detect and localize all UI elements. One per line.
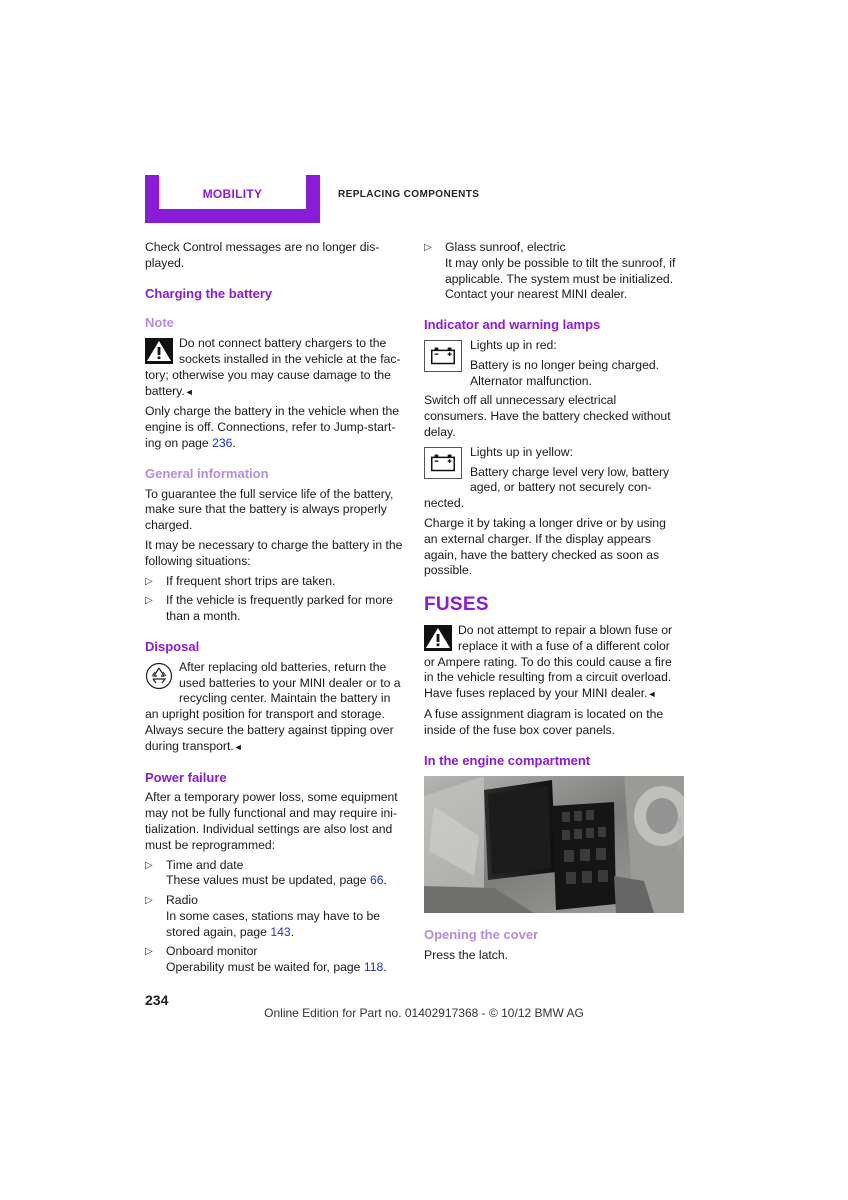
- page-link-66[interactable]: 66: [369, 873, 384, 888]
- disposal-block: [145, 660, 403, 756]
- fuses-warning-text: Do not attempt to repair a blown fuse or replace it with a fuse of a different color or Ampere rating. To do this could cause a fire in the vehicle resulting from a circuit overload. Have fuses replaced by your MINI dealer.: [424, 622, 673, 701]
- fuse-box-image: [424, 776, 684, 913]
- fuse-box-photo: [424, 776, 684, 913]
- page-link-236[interactable]: 236: [212, 435, 233, 450]
- only-charge-text: Only charge the battery in the vehicle when the engine is off. Connections, refer to Jump-start-ing on page 236.: [145, 404, 400, 450]
- page-link-118[interactable]: 118: [363, 960, 384, 975]
- list-item: ▷ If frequent short trips are taken.: [145, 574, 403, 590]
- yellow-lamp-block: [424, 445, 682, 512]
- page-number: 234: [145, 992, 169, 1008]
- footer-text: Online Edition for Part no. 01402917368 - © 10/12 BMW AG: [264, 1006, 584, 1020]
- note-text: Do not connect battery chargers to the sockets installed in the vehicle at the fac-tory; otherwise you may cause damage to the battery.: [145, 336, 401, 398]
- list-item: ▷ Onboard monitor Operability must be waited for, page 118.: [145, 944, 403, 976]
- red-lamp-block: [424, 338, 682, 389]
- warning-triangle-icon: [424, 625, 452, 651]
- list-item: ▷ Radio In some cases, stations may have to be stored again, page 143.: [145, 893, 403, 940]
- page-link-143[interactable]: 143: [270, 924, 291, 939]
- warning-triangle-icon: [145, 338, 173, 364]
- list-item: ▷ Time and date These values must be updated, page 66.: [145, 858, 403, 890]
- disposal-text: After replacing old batteries, return the used batteries to your MINI dealer or to a recycling center. Maintain the battery in an upright position for transport and storage. Always secure the battery against tipping over during transport.: [145, 659, 401, 753]
- fuses-heading: FUSES: [424, 594, 489, 616]
- yellow-after-text: Charge it by taking a longer drive or by using an external charger. If the display appears again, have the battery checked as soon as possible.: [424, 515, 666, 578]
- situations-list: [145, 574, 403, 625]
- general-p1: To guarantee the full service life of the battery, make sure that the battery is always properly charged.: [145, 486, 394, 533]
- header-section-label: REPLACING COMPONENTS: [338, 189, 480, 200]
- indicator-heading: Indicator and warning lamps: [424, 317, 601, 333]
- red-text: Battery is no longer being charged. Alternator malfunction.: [470, 357, 660, 388]
- battery-lamp-icon: [424, 340, 462, 372]
- right-column: [424, 240, 682, 968]
- recycle-icon: [145, 662, 173, 690]
- charging-heading: Charging the battery: [145, 285, 273, 301]
- power-failure-heading: Power failure: [145, 769, 227, 785]
- disposal-heading: Disposal: [145, 638, 200, 654]
- photo-id: W0301209A: [675, 817, 682, 851]
- list-item: ▷ Glass sunroof, electric It may only be possible to tilt the sunroof, if applicable. The system must be initialized. Contact your nearest MINI dealer.: [424, 240, 682, 303]
- fuse-diagram-text: A fuse assignment diagram is located on the inside of the fuse box cover panels.: [424, 706, 664, 737]
- power-items-list: [145, 858, 403, 977]
- opening-cover-heading: Opening the cover: [424, 927, 539, 943]
- note-warning: [145, 336, 403, 400]
- list-item: ▷ If the vehicle is frequently parked for more than a month.: [145, 593, 403, 625]
- end-mark: ◄: [184, 386, 194, 397]
- header-tab-label: MOBILITY: [202, 187, 263, 201]
- battery-lamp-icon: [424, 447, 462, 479]
- power-failure-text: After a temporary power loss, some equipment may not be fully functional and may require ini-tialization. Individual settings are also lost and must be reprogrammed:: [145, 790, 398, 852]
- general-p2: It may be necessary to charge the battery in the following situations:: [145, 537, 403, 568]
- note-heading: Note: [145, 315, 174, 331]
- red-title: Lights up in red:: [470, 337, 557, 352]
- end-mark: ◄: [647, 689, 657, 700]
- general-info-heading: General information: [145, 465, 269, 481]
- sunroof-list: [424, 240, 682, 303]
- fuses-warning: [424, 623, 682, 703]
- yellow-text: Battery charge level very low, battery aged, or battery not securely con-nected.: [424, 464, 670, 511]
- yellow-title: Lights up in yellow:: [470, 444, 573, 459]
- red-after-text: Switch off all unnecessary electrical consumers. Have the battery checked without delay.: [424, 393, 671, 439]
- opening-cover-text: Press the latch.: [424, 948, 508, 963]
- left-column: [145, 240, 403, 980]
- intro-text: Check Control messages are no longer dis-played.: [145, 240, 380, 270]
- engine-compartment-heading: In the engine compartment: [424, 752, 591, 768]
- end-mark: ◄: [233, 741, 243, 752]
